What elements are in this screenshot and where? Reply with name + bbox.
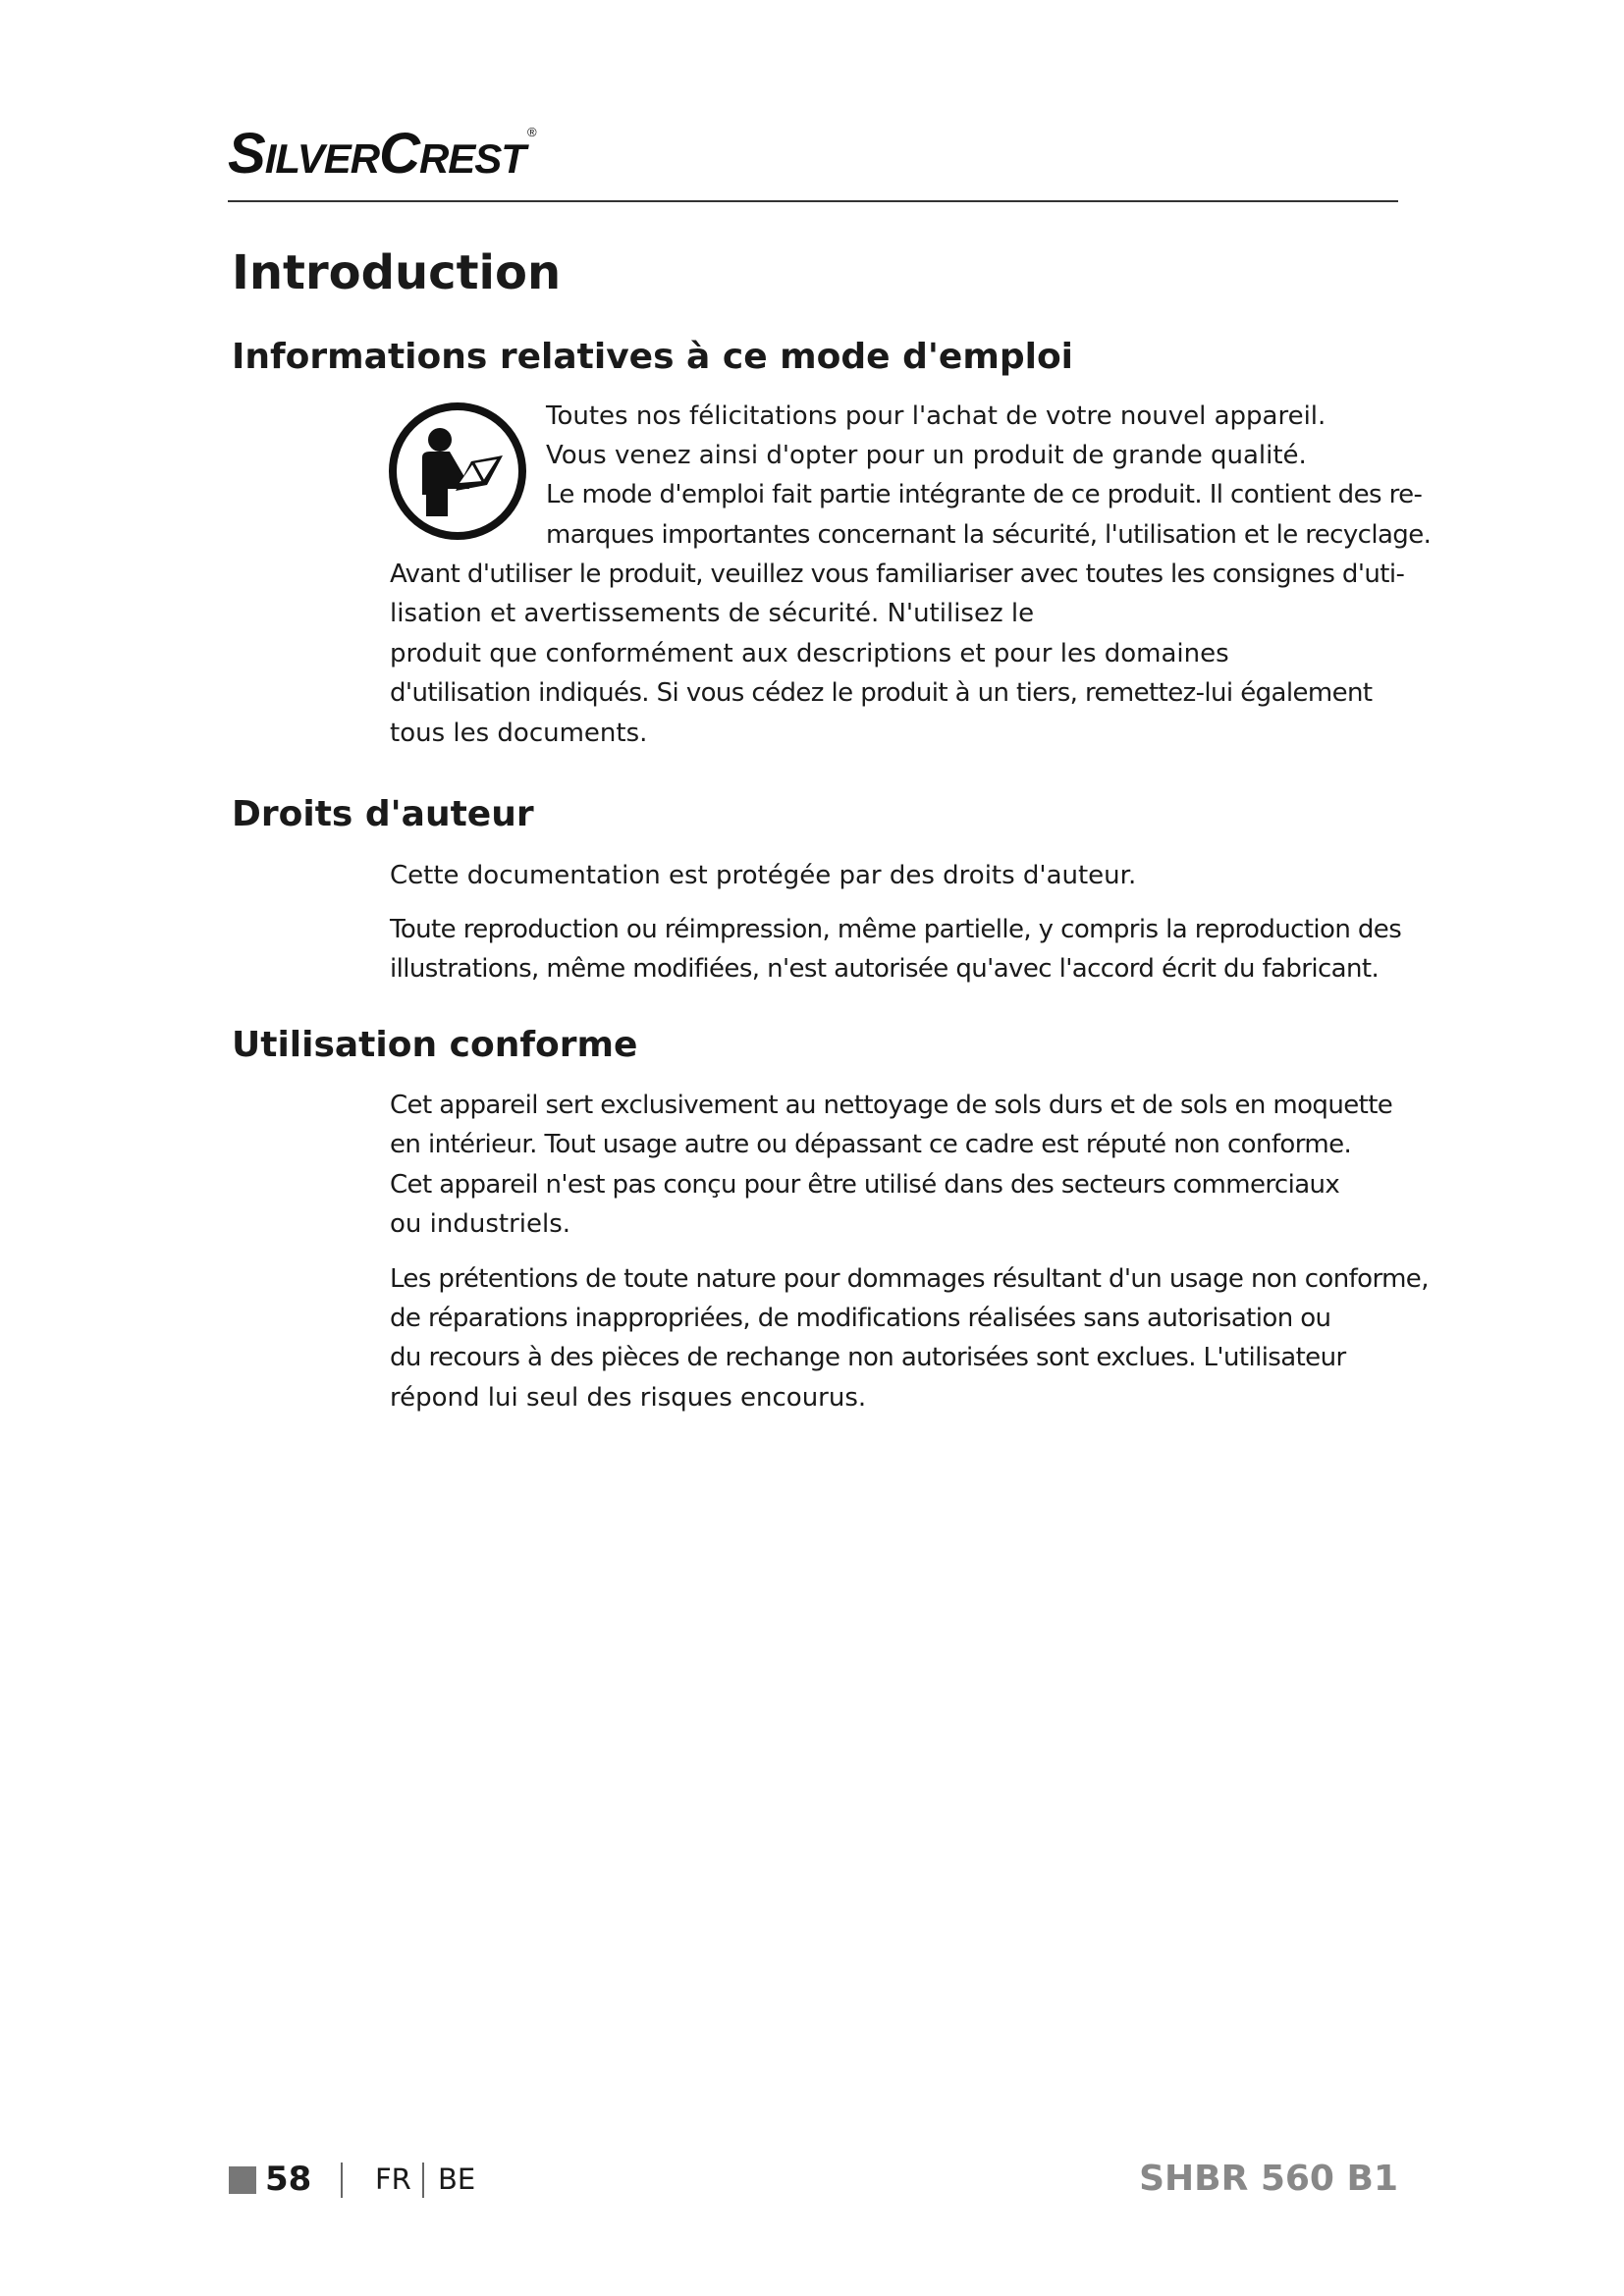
model-number: SHBR 560 B1 <box>1139 2159 1398 2199</box>
droits-line: Cette documentation est protégée par des droits d'auteur. <box>390 861 1137 890</box>
utilisation-line: Cet appareil n'est pas conçu pour être utilisé dans des secteurs commerciaux <box>390 1170 1340 1200</box>
page-number: 58 <box>265 2160 312 2199</box>
utilisation-line: Cet appareil sert exclusivement au nettoyage de sols durs et de sols en moquette <box>390 1091 1393 1120</box>
header-divider <box>228 200 1398 202</box>
info-line: lisation et avertissements de sécurité. N'utilisez le <box>390 599 1035 628</box>
brand-logo: SILVERCREST® <box>228 122 536 186</box>
info-line: Avant d'utiliser le produit, veuillez vous familiariser avec toutes les consignes d'uti- <box>390 560 1405 589</box>
utilisation-line: ou industriels. <box>390 1209 571 1239</box>
droits-line: Toute reproduction ou réimpression, même partielle, y compris la reproduction des <box>390 915 1402 944</box>
info-line: produit que conformément aux descriptions et pour les domaines <box>390 639 1229 668</box>
language-fr: FR <box>375 2163 411 2196</box>
info-line: Toutes nos félicitations pour l'achat de votre nouvel appareil. <box>546 401 1326 431</box>
utilisation-line: de réparations inappropriées, de modifications réalisées sans autorisation ou <box>390 1304 1331 1333</box>
info-line: tous les documents. <box>390 719 648 748</box>
footer-divider <box>422 2163 424 2198</box>
read-manual-icon <box>387 400 528 542</box>
utilisation-line: du recours à des pièces de rechange non autorisées sont exclues. L'utilisateur <box>390 1343 1346 1372</box>
info-line: d'utilisation indiqués. Si vous cédez le produit à un tiers, remettez-lui également <box>390 678 1373 708</box>
info-line: marques importantes concernant la sécurité, l'utilisation et le recyclage. <box>546 520 1432 550</box>
utilisation-line: en intérieur. Tout usage autre ou dépassant ce cadre est réputé non conforme. <box>390 1130 1352 1159</box>
section-heading-droits: Droits d'auteur <box>232 794 534 834</box>
footer-divider <box>341 2163 343 2198</box>
utilisation-line: répond lui seul des risques encourus. <box>390 1383 867 1413</box>
page-marker-square <box>229 2166 256 2194</box>
section-heading-informations: Informations relatives à ce mode d'emploi <box>232 337 1074 377</box>
info-line: Le mode d'emploi fait partie intégrante de ce produit. Il contient des re- <box>546 480 1423 509</box>
info-line: Vous venez ainsi d'opter pour un produit de grande qualité. <box>546 441 1307 470</box>
droits-line: illustrations, même modifiées, n'est autorisée qu'avec l'accord écrit du fabricant. <box>390 954 1380 984</box>
page-title: Introduction <box>232 245 562 300</box>
section-heading-utilisation: Utilisation conforme <box>232 1025 638 1065</box>
utilisation-line: Les prétentions de toute nature pour dommages résultant d'un usage non conforme, <box>390 1264 1429 1294</box>
language-be: BE <box>438 2163 476 2196</box>
